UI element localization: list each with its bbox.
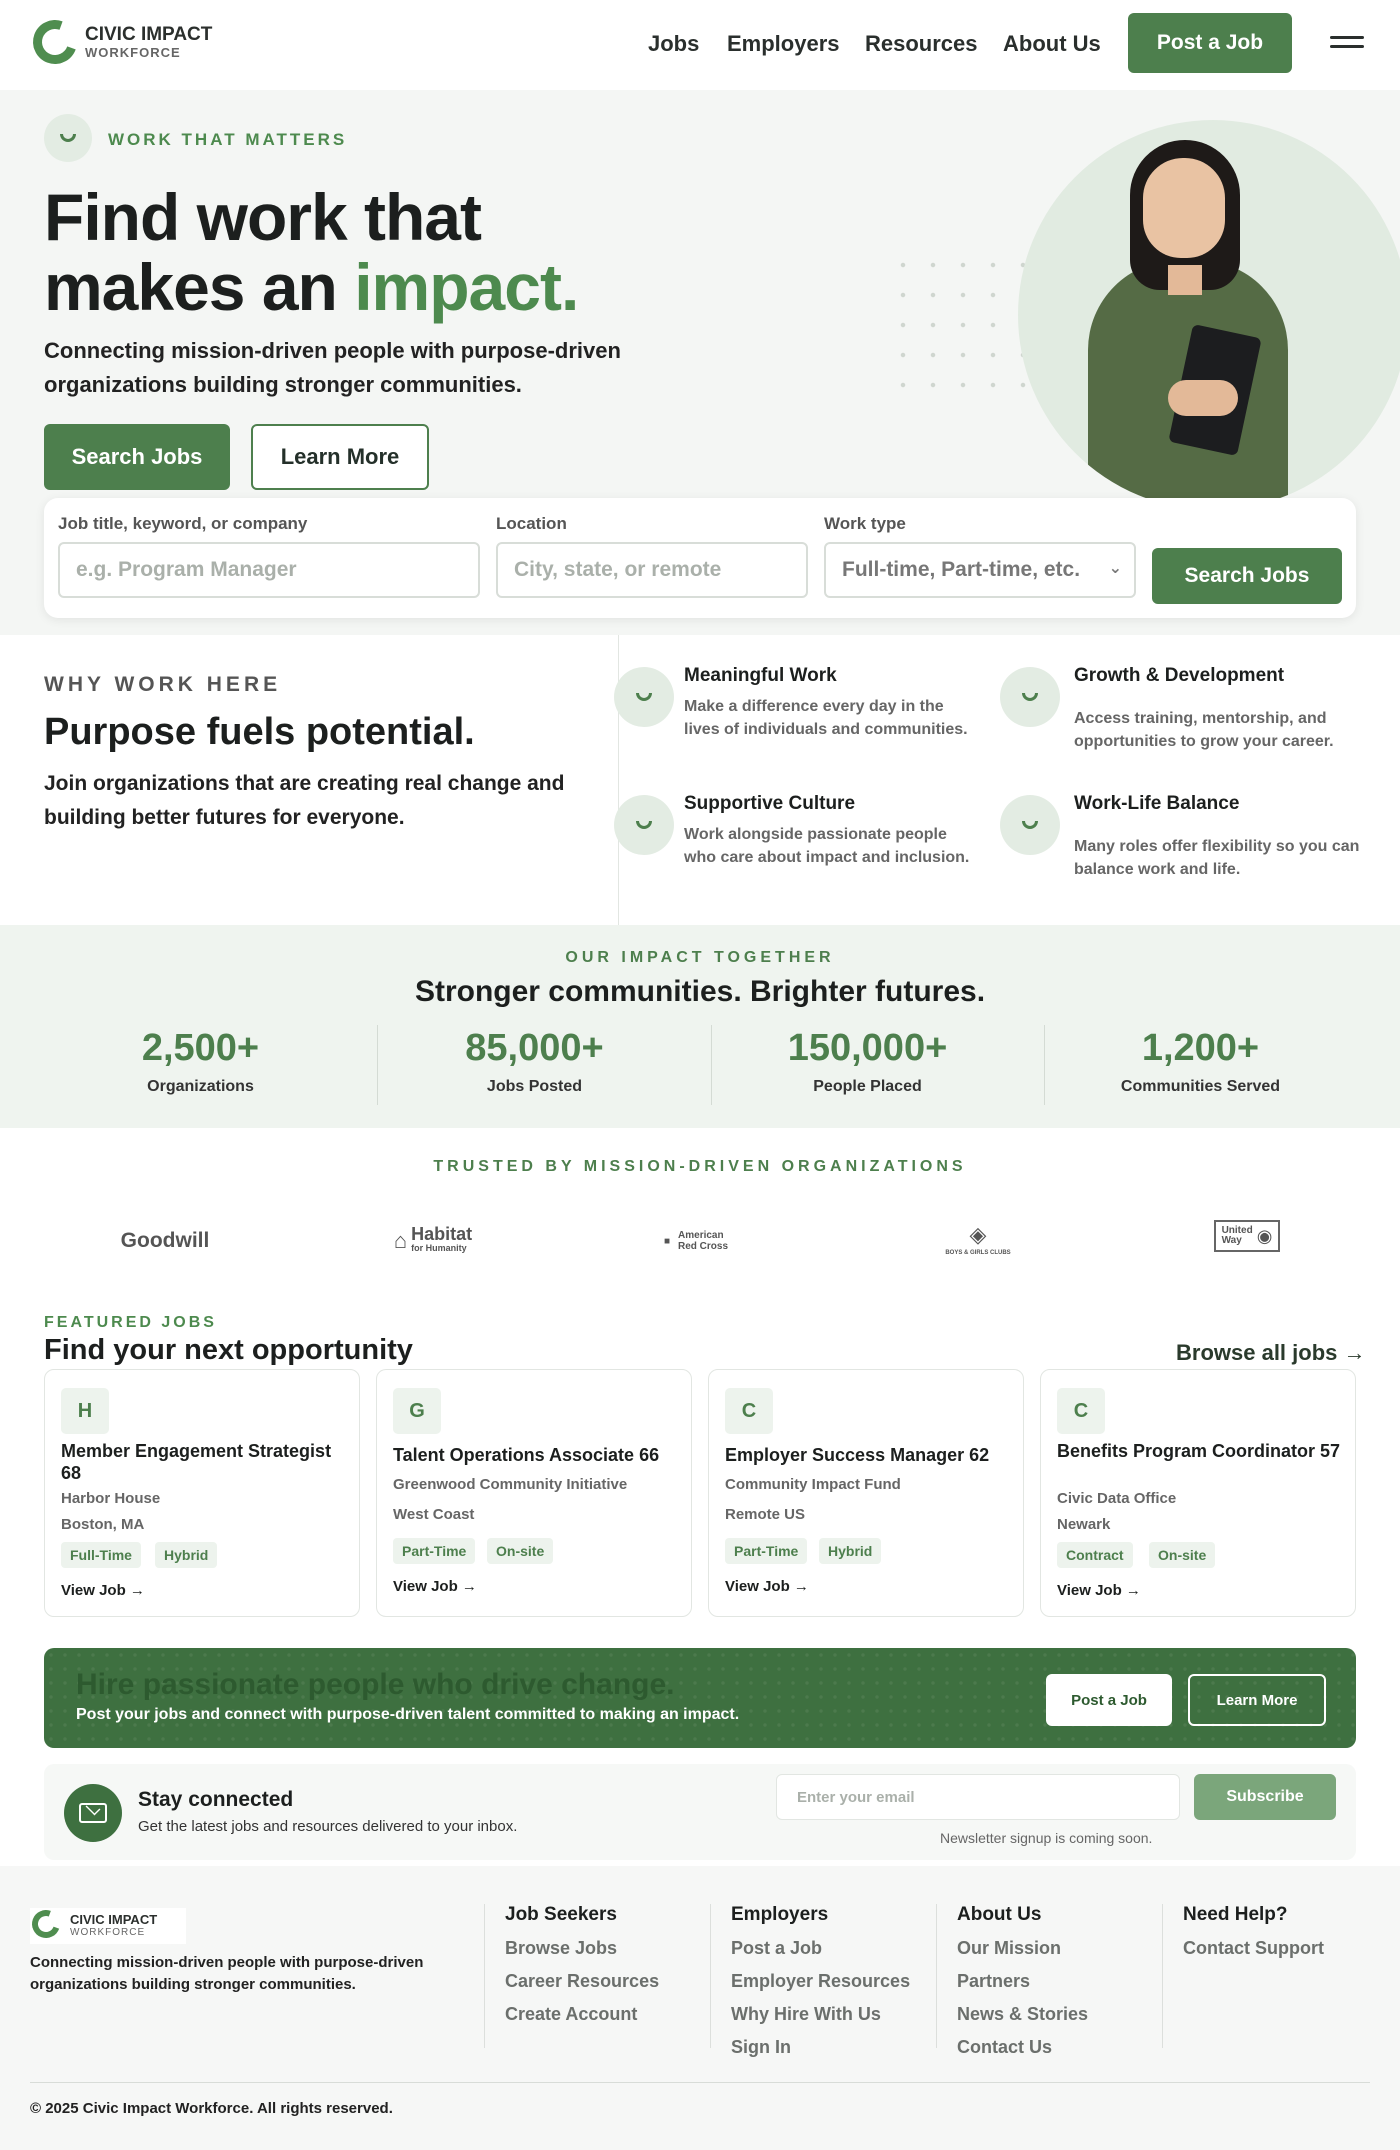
job-search-form xyxy=(44,498,1356,618)
stat-item xyxy=(34,1027,367,1096)
stat-value: 2,500+ xyxy=(141,1027,260,1069)
habitat-sub: for Humanity xyxy=(411,1243,467,1253)
view-job-link[interactable]: View Job → xyxy=(725,1578,809,1595)
newsletter-section xyxy=(44,1764,1356,1860)
footer-col-help xyxy=(1162,1904,1324,2048)
footer-col-job-seekers xyxy=(484,1904,659,2048)
stat-label: People Placed xyxy=(813,1078,922,1095)
why-title: Purpose fuels potential. xyxy=(44,711,475,753)
subscribe-button[interactable]: Subscribe xyxy=(1194,1774,1336,1820)
footer-link[interactable]: Employer Resources xyxy=(731,1971,911,1991)
feature-text: Access training, mentorship, and opportunities to grow your career. xyxy=(1074,710,1334,750)
stat-item xyxy=(701,1027,1034,1096)
org-initial: G xyxy=(393,1388,441,1434)
location-input[interactable]: City, state, or remote xyxy=(496,542,808,598)
hero-title-line1: Find work that xyxy=(44,180,481,254)
footer-link[interactable]: Post a Job xyxy=(731,1938,823,1958)
logo-c-icon xyxy=(26,13,84,71)
impact-title: Stronger communities. Brighter futures. xyxy=(414,975,986,1008)
hero-search-button[interactable]: Search Jobs xyxy=(44,424,230,490)
nav-about[interactable]: About Us xyxy=(1003,31,1101,56)
footer-brand-sub: WORKFORCE xyxy=(70,1927,146,1938)
stat-label: Organizations xyxy=(147,1078,254,1095)
job-card[interactable] xyxy=(44,1369,360,1617)
newsletter-subtitle: Get the latest jobs and resources delivered to your inbox. xyxy=(138,1818,518,1835)
impact-eyebrow: OUR IMPACT TOGETHER xyxy=(565,949,835,966)
smile-icon xyxy=(614,667,674,727)
why-subtitle: Join organizations that are creating real change and building better futures for everyone. xyxy=(44,772,565,829)
footer-link[interactable]: Why Hire With Us xyxy=(731,2004,881,2024)
job-tag: Full-Time xyxy=(61,1542,141,1568)
job-title: Benefits Program Coordinator 57 xyxy=(1057,1441,1341,1461)
job-tag: Hybrid xyxy=(819,1538,881,1564)
view-job-link[interactable]: View Job → xyxy=(393,1578,477,1595)
hero-learn-button[interactable]: Learn More xyxy=(251,424,429,490)
jobs-title: Find your next opportunity xyxy=(44,1334,413,1366)
goodwill-logo: Goodwill xyxy=(120,1229,210,1252)
work-type-select[interactable] xyxy=(824,542,1136,598)
job-title: Talent Operations Associate 66 xyxy=(393,1445,660,1465)
footer-link[interactable]: Browse Jobs xyxy=(505,1938,618,1958)
hero-title-part: makes an xyxy=(44,250,355,324)
habitat-logo xyxy=(378,1216,488,1266)
job-card[interactable] xyxy=(708,1369,1024,1617)
footer-col-about xyxy=(936,1904,1089,2057)
org-initial: C xyxy=(725,1388,773,1434)
footer-link[interactable]: Contact Support xyxy=(1183,1938,1324,1958)
footer-link[interactable]: Career Resources xyxy=(505,1971,660,1991)
post-job-button[interactable]: Post a Job xyxy=(1128,13,1292,73)
hero-image xyxy=(1018,120,1400,510)
org-initial: C xyxy=(1057,1388,1105,1434)
footer-tagline: Connecting mission-driven people with purpose-driven organizations building stronger communities. xyxy=(30,1954,424,1993)
job-title: Employer Success Manager 62 xyxy=(725,1445,990,1465)
footer-heading: Employers xyxy=(731,1904,829,1925)
job-tag: Hybrid xyxy=(155,1542,217,1568)
job-location: Remote US xyxy=(725,1506,806,1523)
person-face xyxy=(1143,158,1225,258)
job-card[interactable] xyxy=(376,1369,692,1617)
search-submit-button[interactable]: Search Jobs xyxy=(1152,548,1342,604)
hire-learn-more-button[interactable]: Learn More xyxy=(1188,1674,1326,1726)
footer-divider xyxy=(30,2082,1370,2083)
stat-item xyxy=(1034,1027,1367,1096)
red-cross-logo xyxy=(636,1216,756,1266)
work-type-value: Full-time, Part-time, etc. xyxy=(842,558,1081,581)
feature-text: Many roles offer flexibility so you can balance work and life. xyxy=(1074,838,1360,878)
nav-resources[interactable]: Resources xyxy=(865,31,978,56)
person-neck xyxy=(1168,265,1202,295)
job-location: West Coast xyxy=(393,1506,475,1523)
united-way-sub: Way xyxy=(1221,1235,1242,1246)
job-org: Civic Data Office xyxy=(1057,1490,1177,1507)
trusted-eyebrow: TRUSTED BY MISSION-DRIVEN ORGANIZATIONS xyxy=(433,1158,967,1175)
feature-title: Supportive Culture xyxy=(684,793,856,814)
footer-link[interactable]: Create Account xyxy=(505,2004,638,2024)
habitat-name: Habitat xyxy=(411,1224,473,1244)
footer-col-employers xyxy=(710,1904,911,2057)
location-label: Location xyxy=(496,514,567,533)
smile-icon xyxy=(614,795,674,855)
keyword-input[interactable]: e.g. Program Manager xyxy=(58,542,480,598)
nav-employers[interactable]: Employers xyxy=(727,31,840,56)
hire-banner xyxy=(44,1648,1356,1748)
hand-globe-icon: ◉ xyxy=(1256,1225,1273,1246)
hero-title-line2 xyxy=(44,252,578,322)
stat-value: 1,200+ xyxy=(1141,1027,1260,1069)
house-icon: ⌂ xyxy=(393,1228,408,1253)
footer-logo[interactable] xyxy=(30,1908,186,1944)
hire-subtitle: Post your jobs and connect with purpose-driven talent committed to making an impact. xyxy=(76,1706,740,1723)
job-org: Greenwood Community Initiative xyxy=(393,1476,628,1493)
newsletter-title: Stay connected xyxy=(138,1788,294,1811)
footer-heading: Need Help? xyxy=(1183,1904,1288,1925)
view-job-link[interactable]: View Job → xyxy=(61,1582,145,1599)
hamburger-icon[interactable] xyxy=(1330,30,1364,54)
job-tag: Part-Time xyxy=(725,1538,807,1564)
smile-icon xyxy=(1000,795,1060,855)
united-way-name: United xyxy=(1221,1225,1253,1236)
stat-label: Communities Served xyxy=(1120,1078,1281,1095)
job-title: Member Engagement Strategist 68 xyxy=(61,1441,332,1483)
footer-heading: About Us xyxy=(957,1904,1042,1925)
logo-c-icon xyxy=(27,1905,64,1942)
brand-name: CIVIC IMPACT xyxy=(85,24,213,45)
footer-heading: Job Seekers xyxy=(505,1904,617,1925)
browse-all-link[interactable]: Browse all jobs → xyxy=(1176,1340,1366,1365)
feature-text: Make a difference every day in the lives of individuals and communities. xyxy=(684,698,968,738)
bgc-name: BOYS & GIRLS CLUBS xyxy=(945,1250,1011,1256)
job-org: Harbor House xyxy=(61,1490,161,1507)
email-input[interactable]: Enter your email xyxy=(776,1774,1180,1820)
job-tag: Contract xyxy=(1057,1542,1133,1568)
work-type-label: Work type xyxy=(824,514,906,533)
footer-link[interactable]: Partners xyxy=(957,1971,1031,1991)
feature-text: Work alongside passionate people who care about impact and inclusion. xyxy=(684,826,970,866)
footer-link[interactable]: Sign In xyxy=(731,2037,791,2057)
united-way-logo xyxy=(1214,1220,1280,1252)
job-org: Community Impact Fund xyxy=(725,1476,901,1493)
jobs-eyebrow: FEATURED JOBS xyxy=(44,1314,217,1331)
boys-girls-clubs-logo xyxy=(918,1212,1038,1268)
copyright: © 2025 Civic Impact Workforce. All rights reserved. xyxy=(30,2100,393,2117)
red-cross-name: American xyxy=(678,1230,724,1241)
job-card[interactable] xyxy=(1040,1369,1356,1617)
nav-jobs[interactable]: Jobs xyxy=(648,31,700,56)
cross-icon: ■ xyxy=(663,1235,671,1247)
stat-item xyxy=(368,1027,701,1096)
trusted-section xyxy=(0,1128,1400,1288)
stat-value: 85,000+ xyxy=(465,1027,604,1069)
view-job-link[interactable]: View Job → xyxy=(1057,1582,1141,1599)
stat-value: 150,000+ xyxy=(787,1027,948,1069)
envelope-icon xyxy=(64,1784,122,1842)
impact-section xyxy=(0,925,1400,1128)
job-tag: On-site xyxy=(487,1538,553,1564)
footer-link[interactable]: Contact Us xyxy=(957,2037,1053,2057)
org-initial: H xyxy=(61,1388,109,1434)
red-cross-sub: Red Cross xyxy=(678,1241,729,1252)
why-eyebrow: WHY WORK HERE xyxy=(44,673,282,696)
hero-subtitle: Connecting mission-driven people with purpose-driven organizations building stronger communities. xyxy=(44,338,621,397)
chevron-down-icon: ⌄ xyxy=(1108,560,1122,577)
diamond-icon: ◈ xyxy=(969,1222,987,1247)
hero-eyebrow: WORK THAT MATTERS xyxy=(108,130,348,149)
feature-title: Growth & Development xyxy=(1074,665,1285,686)
brand-sub: WORKFORCE xyxy=(85,45,181,60)
footer-brand-name: CIVIC IMPACT xyxy=(70,1912,158,1927)
smile-icon xyxy=(1000,667,1060,727)
hire-title: Hire passionate people who drive change. xyxy=(76,1668,675,1701)
job-location: Boston, MA xyxy=(61,1516,145,1533)
brand-logo[interactable] xyxy=(33,20,223,66)
footer-link[interactable]: Our Mission xyxy=(957,1938,1062,1958)
feature-title: Work-Life Balance xyxy=(1074,793,1240,814)
job-location: Newark xyxy=(1057,1516,1111,1533)
footer-link[interactable]: News & Stories xyxy=(957,2004,1089,2024)
why-section xyxy=(0,635,1400,925)
hero-title-highlight: impact. xyxy=(354,250,579,324)
person-hands xyxy=(1168,380,1238,416)
job-tag: Part-Time xyxy=(393,1538,475,1564)
job-tag: On-site xyxy=(1149,1542,1215,1568)
site-header xyxy=(0,0,1400,90)
feature-title: Meaningful Work xyxy=(684,665,837,686)
stat-label: Jobs Posted xyxy=(486,1078,583,1095)
site-footer xyxy=(0,1866,1400,2150)
smile-icon xyxy=(44,114,92,162)
newsletter-note: Newsletter signup is coming soon. xyxy=(940,1830,1153,1846)
hire-post-job-button[interactable]: Post a Job xyxy=(1046,1674,1172,1726)
keyword-label: Job title, keyword, or company xyxy=(58,514,308,533)
